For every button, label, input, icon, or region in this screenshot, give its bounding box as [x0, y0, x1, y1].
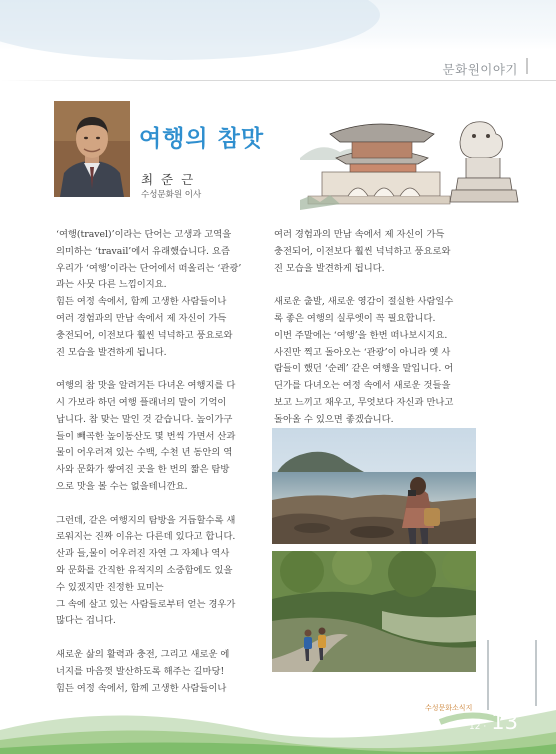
body-paragraph: 새로운 삶의 활력과 충전, 그리고 새로운 에 너지를 마음껏 발산하도록 해주는 길마당! 힘든 여정 속에서, 함께 고생한 사람들이나 [56, 648, 230, 694]
page-number-prev: 12 · [469, 722, 487, 732]
body-column-right [274, 227, 478, 445]
page-number [469, 710, 518, 734]
section-rule [0, 80, 556, 81]
body-paragraph: 그런데, 같은 여행지의 탐방을 거듭할수록 새 로워지는 진짜 이유는 다른데 있다고 합니다. 산과 들,물이 어우러진 자연 그 자체나 역사 와 문화를 간직한 유적지의 소중함에도 있을 수 있겠지만 진정한 묘미는 그 속에 살고 있는 사람들로부터 얻는 경우가 많다는 겁니다. [56, 514, 236, 627]
landscape-illustration [0, 640, 556, 754]
author-role: 수성문화원 이사 [141, 190, 202, 200]
header-band [0, 0, 556, 50]
section-tick [526, 58, 528, 74]
body-paragraph: ‘여행(travel)’이라는 단어는 고생과 고역을 의미하는 ‘travail’에서 유래했습니다. 요즘 우리가 ‘여행’이라는 단어에서 떠올리는 ‘관광’ 과는 사뭇 다른 느낌이지요. 힘든 여정 속에서, 함께 고생한 사람들이나 여러 경험과의 만남 속에서 제 자신이 가득 충전되어, 이전보다 훨씬 넉넉하고 풍요로와 진 모습을 발견하게 됩니다. [56, 229, 242, 358]
article-title: 여행의 참맛 [139, 126, 265, 152]
magazine-name: 수성문화소식지 [425, 704, 473, 712]
gate-illustration [300, 100, 520, 220]
section-title: 문화원이야기 [442, 62, 518, 77]
body-paragraph: 여러 경험과의 만남 속에서 제 자신이 가득 충전되어, 이전보다 훨씬 넉넉하고 풍요로와 진 모습을 발견하게 됩니다. [274, 229, 451, 274]
body-paragraph: 새로운 출발, 새로운 영감이 절실한 사람일수 록 좋은 여행의 실루엣이 꼭 필요합니다. 이번 주말에는 ‘여행’을 한번 떠나보시지요. 사진만 찍고 돌아오는 ‘관광’이 아니라 옛 사 람들이 했던 ‘순례’ 같은 여행을 말입니다. 어 딘가를 다녀오는 여정 속에서 새로운 것들을 보고 느끼고 채우고, 무엇보다 자신과 만나고 돌아올 수 있으면 좋겠습니다. [274, 296, 454, 425]
coast-photo [272, 428, 476, 544]
header-swoosh [0, 0, 380, 60]
page-number-current: 13 [491, 710, 519, 734]
author-portrait [54, 101, 130, 197]
body-paragraph: 여행의 참 맛을 알려거든 다녀온 여행지를 다 시 가보라 하던 여행 플래너의 말이 기억이 납니다. 참 맞는 말인 것 같습니다. 높이가구 들이 빼곡한 높이동산도 몇 번씩 가면서 산과 물이 어우러져 있는 수백, 수천 년 동안의 역 사와 문화가 쌓여진 곳을 한 번의 짧은 탐방 으로 맛을 볼 수는 없을테니깐요. [56, 380, 236, 492]
author-name: 최 준 근 [141, 172, 196, 187]
